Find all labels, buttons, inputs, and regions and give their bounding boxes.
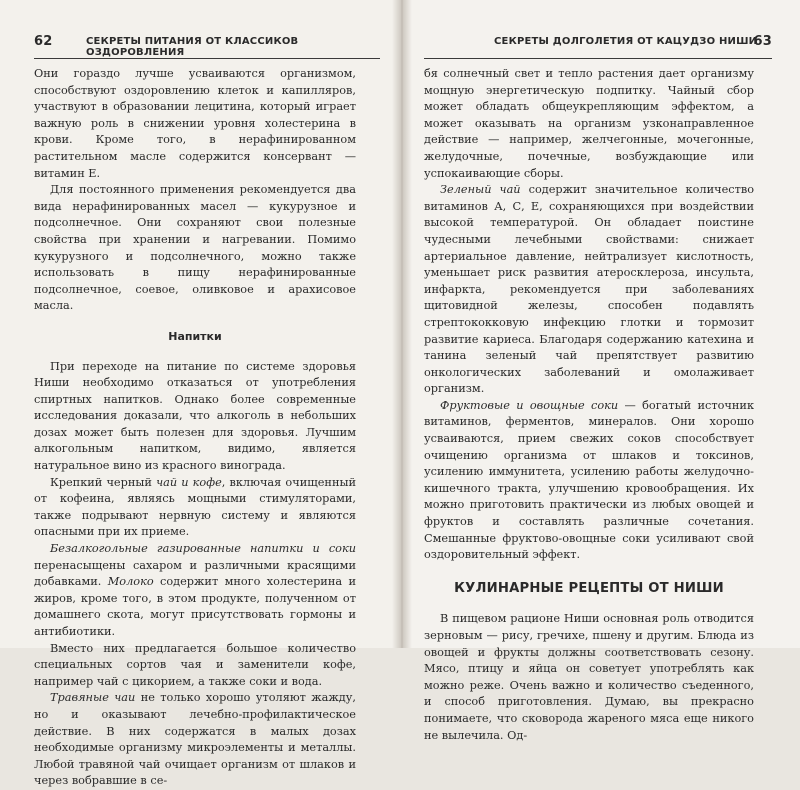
right-page [402, 0, 800, 742]
italic-term: Молоко [107, 575, 154, 589]
right-running-head [424, 36, 772, 54]
text-run: — богатый источник витаминов, ферментов, минералов. Они хорошо усваиваются, прием свежих соков способствует очищению организма от шлаков и токсинов, усилению иммунитета, усилению работы желудочно-кишечного тракта, улучшению кровообращения. Их можно приготовить практически из любых овощей и фруктов и составлять различные сочетания. Смешанные фруктово-овощные соки усиливают свой оздоровительный эффект. [424, 398, 754, 562]
text-run: перенасыщены сахаром и различными красящими добавками. [34, 558, 356, 589]
italic-term: Безалкогольные газированные напитки и соки [50, 542, 356, 556]
italic-term: Фруктовые и овощные соки [440, 398, 619, 412]
page-number-left: 62 [34, 34, 53, 49]
right-page-body [424, 66, 754, 744]
page-number-right: 63 [753, 34, 772, 49]
text-run: , включая очищенный от кофеина, являясь мощными стимуляторами, также подрывают нервную систему и являются опасными при их приеме. [34, 475, 356, 539]
paragraph [424, 398, 754, 564]
left-page [0, 0, 398, 788]
header-rule-left [34, 58, 380, 59]
paragraph [34, 541, 356, 641]
section-heading-drinks: Напитки [168, 329, 222, 343]
paragraph [34, 475, 356, 541]
italic-term: чай и кофе [156, 475, 222, 489]
section-heading-recipes: КУЛИНАРНЫЕ РЕЦЕПТЫ ОТ НИШИ [454, 580, 724, 596]
paragraph: В пищевом рационе Ниши основная роль отводится зерновым — рису, гречихе, пшену и другим. Блюда из овощей и фрукты должны соответствовать сезону. Мясо, птицу и яйца он советует употреблять как можно реже. Очень важно и количество съеденного, и способ приготовления. Думаю, вы прекрасно понимаете, что сковорода жареного мяса еще никого не вылечила. Од- [424, 612, 754, 742]
running-head-title-right: СЕКРЕТЫ ДОЛГОЛЕТИЯ ОТ КАЦУДЗО НИШИ [494, 36, 758, 47]
running-head-title-left: СЕКРЕТЫ ПИТАНИЯ ОТ КЛАССИКОВ ОЗДОРОВЛЕНИЯ [86, 36, 299, 58]
text-run: Крепкий черный [50, 475, 157, 489]
italic-term: Травяные чаи [50, 691, 136, 705]
italic-term: Зеленый чай [440, 183, 521, 197]
text-run: содержит много холестерина и жиров, кроме того, в этом продукте, полученном от домашнего скота, могут присутствовать гормоны и антибиотики. [34, 575, 356, 638]
header-rule-right [424, 58, 772, 59]
text-run: содержит значительное количество витаминов А, С, Е, сохраняющихся при воздействии высокой температурой. Он обладает поистине чудесными лечебными свойствами: снижает артериальное давление, нейтрализует кислотность, уменьшает риск развития атеросклероза, инсульта, инфаркта, рекомендуется при заболеваниях щитовидной железы, способен подавлять стрептококковую инфекцию глотки и тормозит развитие кариеса. Благодаря содержанию катехина и танина зеленый чай препятствует развитию онкологических заболеваний и омолаживает организм. [424, 183, 755, 396]
left-page-body [34, 66, 356, 790]
paragraph: Вместо них предлагается большое количество специальных сортов чая и заменители кофе, например чай с цикорием, а также соки и вода. [34, 641, 356, 688]
book-gutter [392, 0, 412, 648]
paragraph [424, 182, 754, 398]
paragraph: При переходе на питание по системе здоровья Ниши необходимо отказаться от употребления спиртных напитков. Однако более современные исследования доказали, что алкоголь в небольших дозах может быть полезен для здоровья. Лучшим алкогольным напитком, видимо, является натуральное вино из красного винограда. [34, 359, 356, 473]
paragraph: Они гораздо лучше усваиваются организмом, способствуют оздоровлению клеток и капилляров, участвуют в образовании лецитина, который играет важную роль в снижении уровня холестерина в крови. Кроме того, в нерафинированном растительном масле содержится консервант — витамин Е. [34, 67, 356, 180]
paragraph [34, 690, 356, 790]
paragraph: бя солнечный свет и тепло растения дает организму мощную энергетическую подпитку. Чайный сбор может обладать общеукрепляющим эффектом, а может оказывать на организм узконаправленное действие — например, желчегонные, мочегонные, желудочные, почечные, возбуждающие или успокаивающие сборы. [424, 67, 754, 180]
paragraph: Для постоянного применения рекомендуется два вида нерафинированных масел — кукурузное и подсолнечное. Они сохраняют свои полезные свойства при хранении и нагревании. Помимо кукурузного и подсолнечного, можно также использовать в пищу нерафинированные подсолнечное, соевое, оливковое и арахисовое масла. [34, 183, 356, 313]
left-running-head [34, 34, 380, 58]
text-run: не только хорошо утоляют жажду, но и оказывают лечебно-профилактическое действие. В них содержатся в малых дозах необходимые организму микроэлементы и металлы. Любой травяной чай очищает организм от шлаков и через вобравшие в се- [34, 691, 357, 788]
